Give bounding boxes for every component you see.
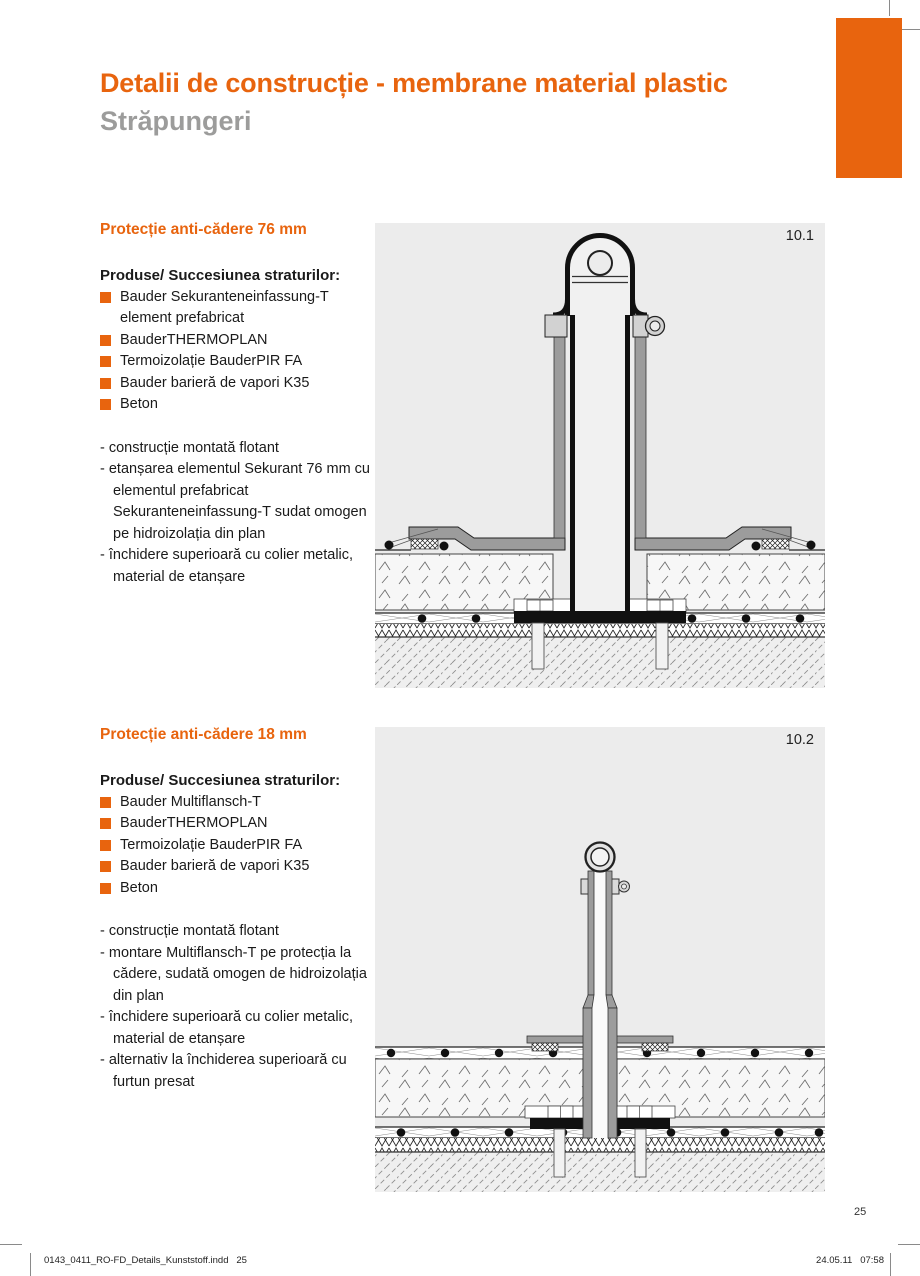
bullet-square-icon [100,335,111,346]
figure-label: 10.2 [785,732,814,748]
bullet-square-icon [100,399,111,410]
separation-layer [375,1138,825,1152]
crop-mark-bottom-right-vertical [890,1253,891,1276]
section-heading: Protecție anti-cădere 18 mm [100,726,307,743]
notes-list [100,438,383,589]
products-list [100,287,383,416]
page-title: Detalii de construcție - membrane material plastic [100,68,728,98]
roof-penetration-diagram-18mm [375,727,825,1192]
note-item: - construcție montată flotant [100,438,383,460]
section-protection-18mm [100,726,383,1093]
concrete-deck [375,637,825,688]
footer-timestamp: 24.05.11 07:58 [816,1255,884,1266]
product-item-label: Termoizolație BauderPIR FA [120,353,303,369]
bullet-square-icon [100,378,111,389]
product-item [100,287,383,330]
section-heading: Protecție anti-cădere 76 mm [100,221,307,238]
product-item-label: BauderTHERMOPLAN [120,331,268,348]
safety-eyelet [586,843,615,872]
concrete-deck [375,1152,825,1192]
footer-filename: 0143_0411_RO-FD_Details_Kunststoff.indd 25 [44,1255,247,1266]
crop-mark-bottom-right-horizontal [898,1244,920,1245]
product-item [100,835,383,857]
product-item [100,792,383,814]
product-item-label: Beton [120,879,158,896]
product-item-label: Bauder barieră de vapori K35 [120,858,310,874]
bullet-square-icon [100,797,111,808]
products-label: Produse/ Succesiunea straturilor: [100,772,341,789]
product-item-label: Beton [120,396,158,412]
crop-mark-top-right-vertical [889,0,890,16]
page-number: 25 [854,1206,867,1218]
product-item [100,373,383,395]
product-item [100,394,383,416]
notes-list [100,921,383,1093]
bullet-square-icon [100,861,111,872]
roof-penetration-diagram-76mm [375,223,825,688]
section-protection-76mm [100,221,383,588]
product-item [100,330,383,352]
note-item: - montare Multiflansch-T pe protecția la cădere, sudată omogen de hidroizolația din plan [100,943,383,1008]
figure-label: 10.1 [785,228,814,244]
product-item-label: Bauder Sekuranteneinfassung-T element prefabricat [120,288,329,326]
separation-layer [375,624,825,637]
anchor-pole [583,871,617,1138]
product-item-label: Bauder Multiflansch-T [120,793,262,810]
note-item: - construcție montată flotant [100,921,383,943]
figure-panel-18mm [375,727,825,1192]
brand-color-block [836,18,902,178]
products-list [100,792,383,900]
bullet-square-icon [100,883,111,894]
header [100,68,728,137]
product-item-label: Bauder barieră de vapori K35 [120,374,310,391]
product-item [100,878,383,900]
product-item [100,351,383,373]
figure-panel-76mm [375,223,825,688]
bullet-square-icon [100,292,111,303]
note-item: - etanșarea elementul Sekurant 76 mm cu elementul prefabricat Sekuranteneinfassung-T sudat omogen pe hidroizolația din plan [100,459,383,545]
bullet-square-icon [100,840,111,851]
bullet-square-icon [100,356,111,367]
product-item-label: Termoizolație BauderPIR FA [120,836,303,853]
crop-mark-bottom-left-vertical [30,1253,31,1276]
product-item [100,813,383,835]
products-label: Produse/ Succesiunea straturilor: [100,267,341,284]
bullet-square-icon [100,818,111,829]
note-item: - alternativ la închiderea superioară cu furtun presat [100,1050,383,1093]
note-item: - închidere superioară cu colier metalic, material de etanșare [100,1007,383,1050]
product-item [100,856,383,878]
note-item: - închidere superioară cu colier metalic, material de etanșare [100,545,383,588]
crop-mark-top-right-horizontal [899,29,920,30]
product-item-label: BauderTHERMOPLAN [120,815,268,831]
safety-eyelet [588,251,612,275]
page-subtitle: Străpungeri [100,106,252,136]
crop-mark-bottom-left-horizontal [0,1244,22,1245]
